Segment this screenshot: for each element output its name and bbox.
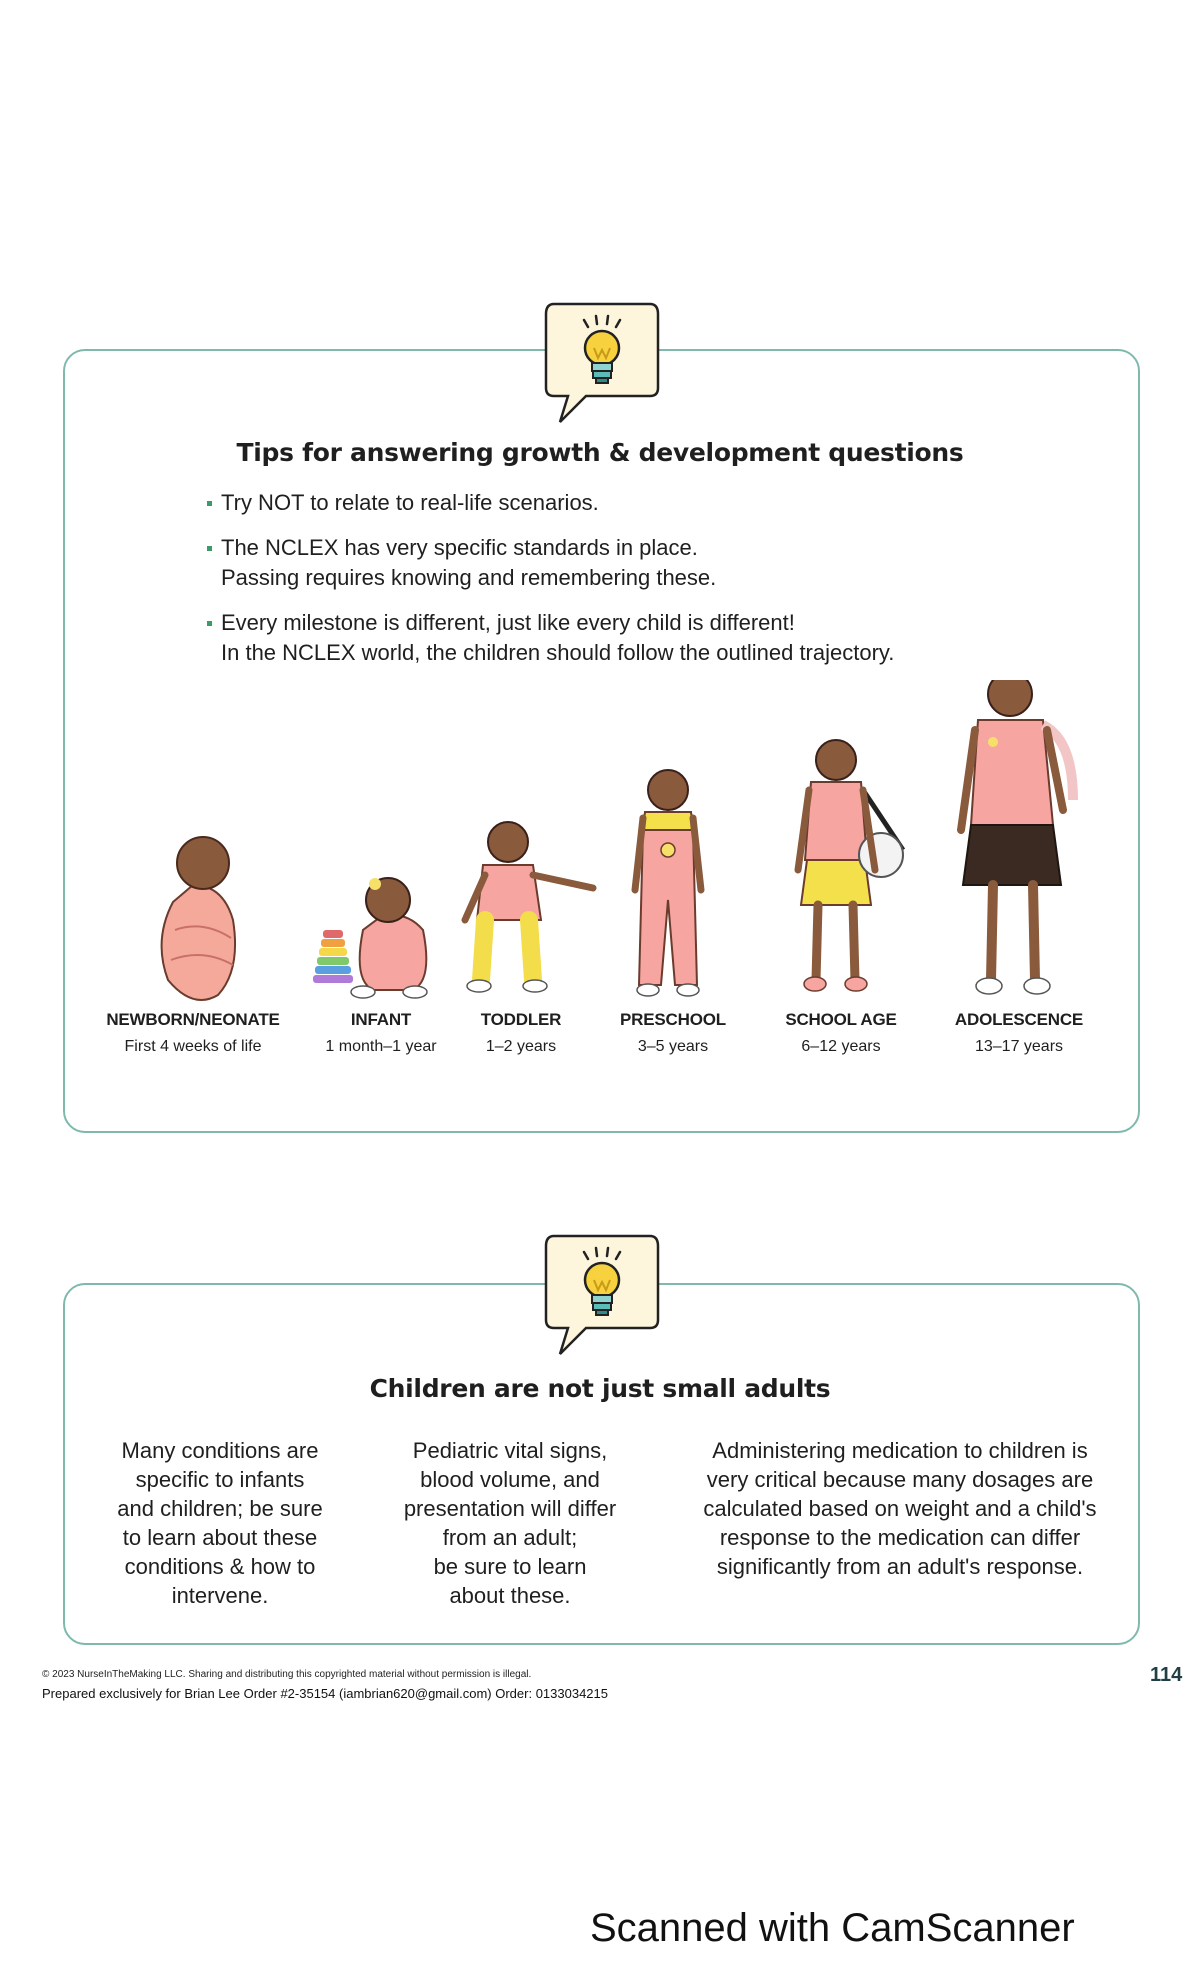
info-column-conditions: Many conditions are specific to infants and children; be sure to learn about these conditions & how to intervene. bbox=[117, 1438, 323, 1608]
adolescent-figure bbox=[961, 680, 1073, 994]
tips-title: Tips for answering growth & development questions bbox=[236, 438, 964, 467]
school-age-figure bbox=[798, 740, 903, 991]
infant-figure bbox=[313, 878, 427, 998]
lightbulb-icon bbox=[538, 1228, 664, 1358]
prepared-for-notice: Prepared exclusively for Brian Lee Order #2-35154 (iambrian620@gmail.com) Order: 0133034215 bbox=[42, 1686, 608, 1701]
stage-school-age bbox=[741, 1010, 941, 1056]
stage-range: 6–12 years bbox=[801, 1038, 881, 1055]
stage-range: 13–17 years bbox=[974, 1038, 1064, 1055]
newborn-figure bbox=[162, 837, 235, 1000]
stage-name: NEWBORN/NEONATE bbox=[106, 1010, 280, 1029]
stage-name: INFANT bbox=[350, 1010, 412, 1029]
children-title: Children are not just small adults bbox=[369, 1374, 831, 1403]
lightbulb-icon bbox=[538, 296, 664, 426]
toddler-figure bbox=[465, 822, 593, 992]
stage-name: ADOLESCENCE bbox=[954, 1010, 1084, 1029]
tip-item: The NCLEX has very specific standards in place. Passing requires knowing and remembering these. bbox=[205, 533, 1005, 593]
info-column-vitals: Pediatric vital signs, blood volume, and presentation will differ from an adult; be sure to learn about these. bbox=[403, 1438, 617, 1608]
scanner-watermark: Scanned with CamScanner bbox=[590, 1906, 1075, 1950]
copyright-notice: © 2023 NurseInTheMaking LLC. Sharing and distributing this copyrighted material without permission is illegal. bbox=[42, 1669, 532, 1680]
tip-item: Try NOT to relate to real-life scenarios. bbox=[205, 488, 1005, 518]
child-figures-illustration bbox=[63, 680, 1140, 1020]
stage-range: First 4 weeks of life bbox=[124, 1038, 262, 1055]
tips-list bbox=[205, 488, 1005, 683]
stage-name: PRESCHOOL bbox=[620, 1010, 726, 1029]
stage-name: TODDLER bbox=[480, 1010, 562, 1029]
stage-newborn bbox=[93, 1010, 293, 1056]
stage-range: 3–5 years bbox=[637, 1038, 709, 1055]
info-column-medication: Administering medication to children is very critical because many dosages are calculated based on weight and a child's response to the medication can differ significantly from an adult's response. bbox=[703, 1438, 1097, 1579]
tip-item: Every milestone is different, just like every child is different! In the NCLEX world, the children should follow the outlined trajectory. bbox=[205, 608, 1005, 668]
stage-name: SCHOOL AGE bbox=[785, 1010, 897, 1029]
stage-adolescence bbox=[919, 1010, 1119, 1056]
preschool-figure bbox=[635, 770, 701, 996]
stage-range: 1–2 years bbox=[485, 1038, 557, 1055]
page-number: 114 bbox=[1150, 1664, 1183, 1686]
stage-range: 1 month–1 year bbox=[325, 1038, 437, 1055]
